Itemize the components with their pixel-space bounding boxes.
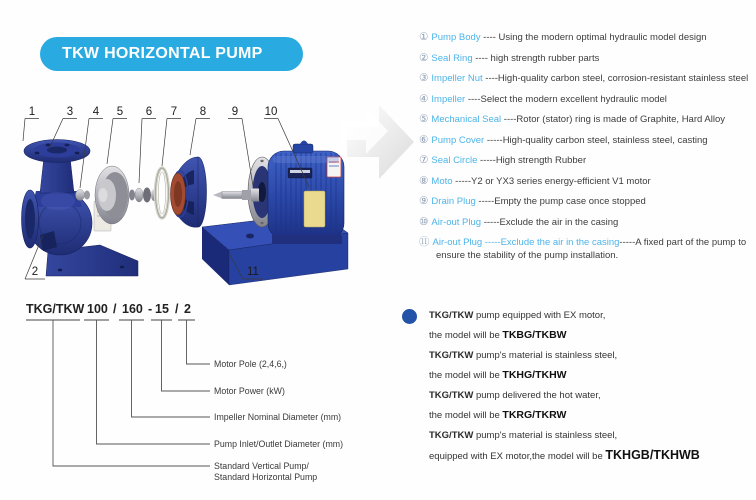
variant-lead: the model will be bbox=[429, 329, 503, 341]
model-code-label: Impeller Nominal Diameter (mm) bbox=[214, 412, 342, 422]
variant-prefix: TKG/TKW bbox=[429, 390, 474, 401]
variant-condition: pump equipped with EX motor, bbox=[473, 310, 606, 321]
mechanical-seal bbox=[129, 188, 157, 203]
model-code-label: Motor Pole (2,4,6,) bbox=[214, 359, 287, 369]
model-code-label: Motor Power (kW) bbox=[214, 386, 285, 396]
seal-circle-oring bbox=[156, 168, 169, 218]
part-number-badge: ① bbox=[419, 31, 429, 43]
part-number: 9 bbox=[231, 106, 239, 118]
model-code-labels bbox=[214, 359, 343, 482]
pump-cover bbox=[171, 157, 207, 227]
part-number-badge: ⑧ bbox=[419, 174, 429, 187]
part-number: 8 bbox=[199, 106, 207, 118]
model-code-token: 15 bbox=[155, 302, 169, 316]
part-name: Mechanical Seal bbox=[431, 114, 502, 125]
part-list-item bbox=[419, 154, 752, 167]
part-description: -----High strength Rubber bbox=[477, 155, 587, 166]
part-number-badge: ⑪ bbox=[419, 236, 430, 248]
part-name: Pump Body bbox=[431, 32, 481, 43]
part-list-item bbox=[419, 134, 752, 147]
part-list-item bbox=[419, 93, 752, 106]
part-description: -----High-quality carbon steel, stainless steel, casting bbox=[484, 134, 708, 146]
part-list-item bbox=[419, 72, 752, 85]
variant-note bbox=[429, 386, 754, 425]
variant-condition: pump's material is stainless steel, bbox=[473, 430, 618, 441]
part-number-badge: ② bbox=[419, 51, 429, 64]
part-number-badge: ③ bbox=[419, 72, 429, 84]
part-number-badge: ④ bbox=[419, 92, 429, 105]
model-variant-notes bbox=[402, 306, 754, 467]
motor bbox=[268, 141, 344, 245]
variant-note bbox=[429, 426, 754, 466]
impeller-nut bbox=[76, 190, 91, 201]
part-list-item bbox=[419, 236, 752, 262]
part-number: 1 bbox=[28, 106, 36, 118]
model-code-sep: - bbox=[148, 302, 153, 316]
part-number: 4 bbox=[92, 106, 100, 118]
variant-note bbox=[429, 346, 754, 385]
part-description: ---- high strength rubber parts bbox=[472, 52, 600, 64]
part-name: Impeller bbox=[431, 93, 466, 105]
part-description: -----A fixed part of the pump to ensure the stability of the pump installation. bbox=[436, 237, 747, 262]
part-list-item bbox=[419, 195, 752, 208]
part-name: Air-out Plug -----Exclude the air in the casing bbox=[432, 237, 620, 248]
part-name: Impeller Nut bbox=[431, 73, 483, 84]
part-description: -----Empty the pump case once stopped bbox=[475, 196, 646, 207]
part-list-item bbox=[419, 31, 752, 44]
parts-list bbox=[419, 31, 752, 270]
part-list-item bbox=[419, 52, 752, 65]
part-name: Drain Plug bbox=[431, 196, 476, 207]
part-number-badge: ⑩ bbox=[419, 215, 429, 228]
part-description: ----Rotor (stator) ring is made of Graphite, Hard Alloy bbox=[501, 114, 725, 125]
part-number-badge: ⑦ bbox=[419, 154, 429, 166]
variant-condition: pump's material is stainless steel, bbox=[473, 350, 618, 361]
variant-lead: the model will be bbox=[429, 369, 503, 381]
part-number: 10 bbox=[264, 106, 278, 118]
variant-lead: equipped with EX motor,the model will be bbox=[429, 450, 606, 462]
part-list-item bbox=[419, 216, 752, 229]
page-title: TKW HORIZONTAL PUMP bbox=[62, 45, 263, 62]
part-list-item bbox=[419, 113, 752, 126]
bullet-icon bbox=[402, 309, 417, 324]
part-name: Moto bbox=[431, 175, 453, 187]
variant-prefix: TKG/TKW bbox=[429, 310, 474, 321]
impeller bbox=[95, 166, 129, 224]
part-number: 7 bbox=[170, 106, 178, 118]
part-number-badge: ⑤ bbox=[419, 113, 429, 125]
model-code-sep: / bbox=[113, 302, 117, 316]
variant-lead: the model will be bbox=[429, 409, 503, 421]
model-code-connectors bbox=[53, 320, 210, 466]
variant-model: TKBG/TKBW bbox=[502, 328, 567, 341]
part-description: ----Select the modern excellent hydraulic model bbox=[465, 93, 667, 105]
part-number: 11 bbox=[247, 266, 259, 278]
part-name: Seal Ring bbox=[431, 52, 473, 64]
variant-model: TKHGB/TKHWB bbox=[605, 447, 700, 462]
part-number-badge: ⑥ bbox=[419, 133, 429, 146]
pump-exploded-diagram bbox=[10, 95, 420, 295]
title-banner bbox=[40, 37, 303, 71]
part-name: Seal Circle bbox=[431, 155, 478, 166]
model-code-token: 100 bbox=[87, 302, 108, 316]
variant-prefix: TKG/TKW bbox=[429, 430, 474, 441]
motor-lifting-lug bbox=[300, 141, 308, 145]
part-description: -----Exclude the air in the casing bbox=[481, 216, 619, 228]
part-number: 2 bbox=[31, 266, 39, 278]
part-list-item bbox=[419, 175, 752, 188]
part-number: 5 bbox=[116, 106, 124, 118]
part-description: ----High-quality carbon steel, corrosion-resistant stainless steel bbox=[482, 73, 749, 84]
model-code-token: 160 bbox=[122, 302, 143, 316]
part-description: -----Y2 or YX3 series energy-efficient V1 motor bbox=[452, 175, 651, 187]
motor-terminal-box bbox=[293, 144, 313, 153]
part-description: ---- Using the modern optimal hydraulic model design bbox=[480, 32, 707, 43]
model-code-sep: / bbox=[175, 302, 179, 316]
model-code-token: 2 bbox=[184, 302, 191, 316]
part-name: Air-out Plug bbox=[431, 216, 482, 228]
part-number-badge: ⑨ bbox=[419, 195, 429, 207]
variant-note bbox=[429, 306, 754, 345]
part-number: 3 bbox=[66, 106, 74, 118]
variant-prefix: TKG/TKW bbox=[429, 350, 474, 361]
variant-model: TKRG/TKRW bbox=[502, 408, 567, 421]
motor-nameplate bbox=[304, 191, 325, 227]
model-code-diagram bbox=[22, 298, 382, 493]
model-code-prefix: TKG/TKW bbox=[26, 302, 85, 316]
model-code-label: Standard Horizontal Pump bbox=[214, 472, 318, 482]
motor-shaft bbox=[213, 189, 259, 202]
variant-condition: pump delivered the hot water, bbox=[473, 390, 601, 401]
part-name: Pump Cover bbox=[431, 134, 485, 146]
model-code-tokens bbox=[26, 302, 191, 316]
transition-arrow-icon bbox=[340, 105, 414, 179]
model-code-label: Pump Inlet/Outlet Diameter (mm) bbox=[214, 439, 344, 449]
part-number: 6 bbox=[145, 106, 153, 118]
variant-model: TKHG/TKHW bbox=[502, 368, 567, 381]
model-code-label: Standard Vertical Pump/ bbox=[214, 461, 309, 471]
